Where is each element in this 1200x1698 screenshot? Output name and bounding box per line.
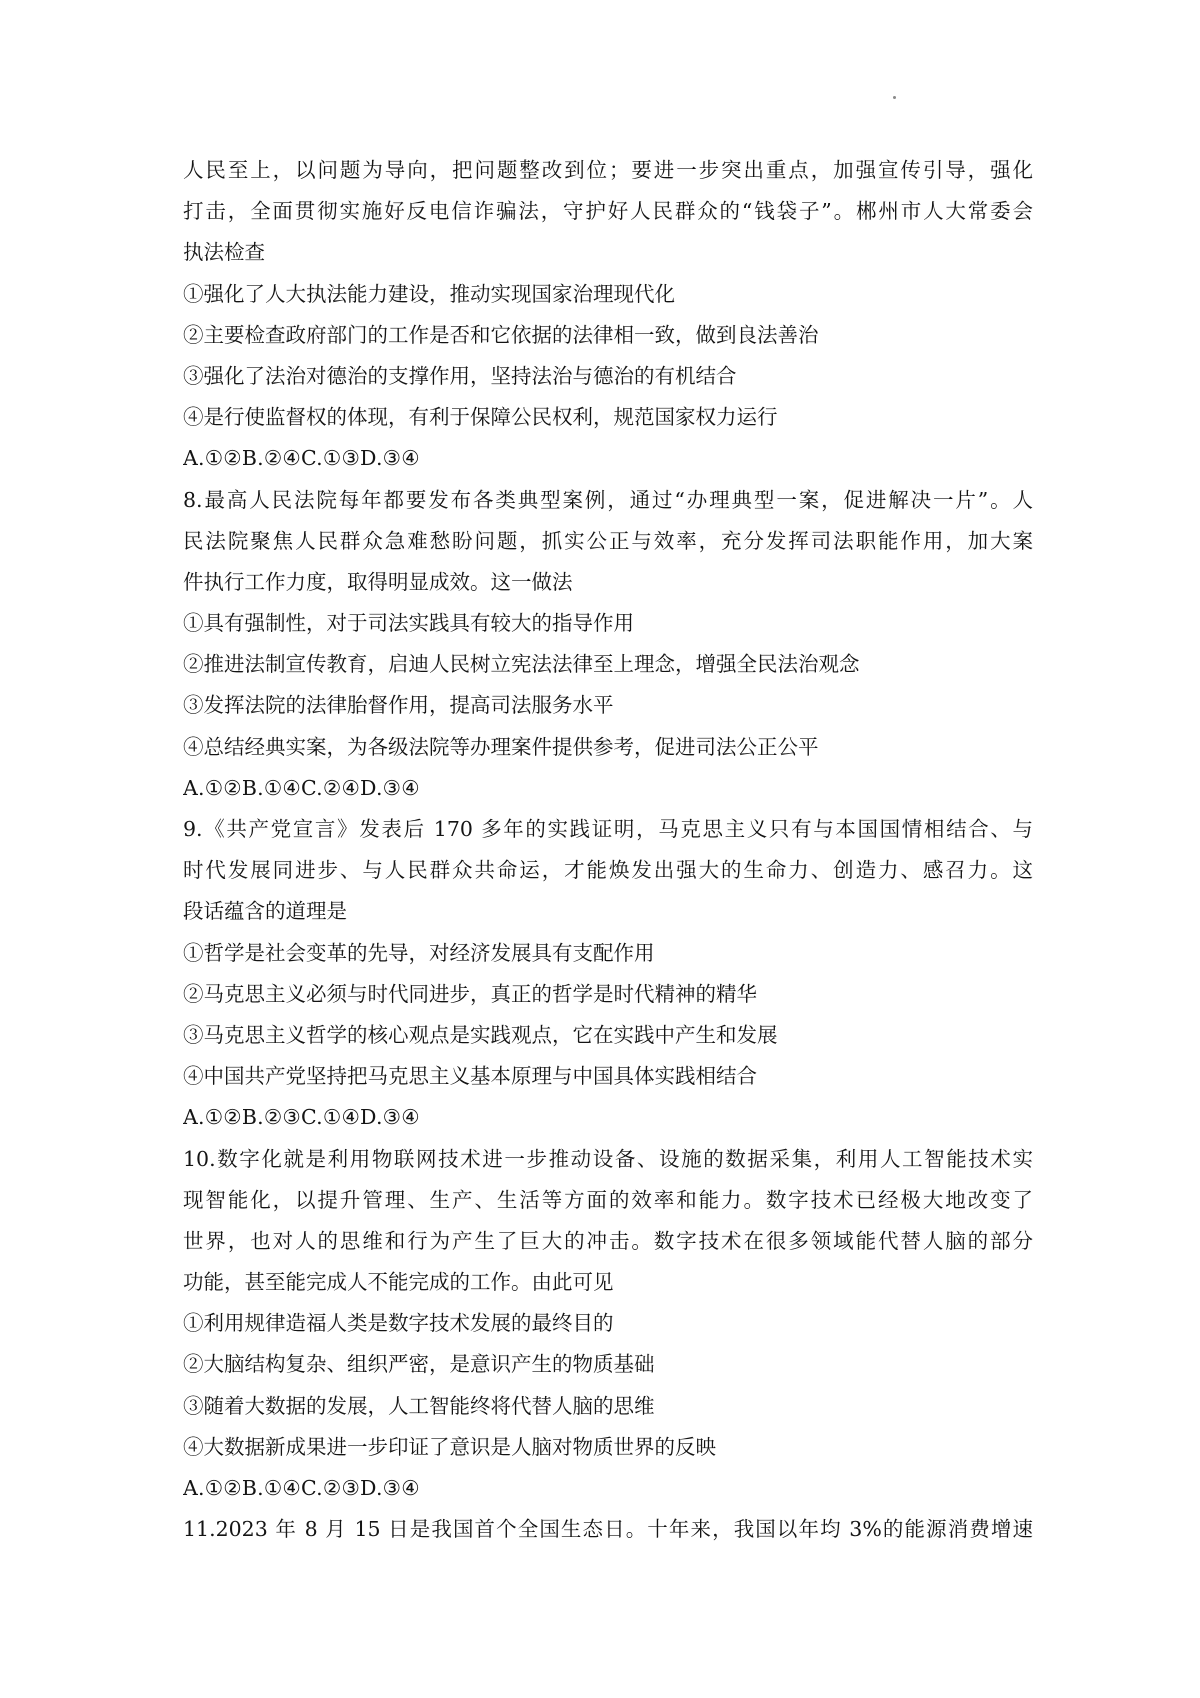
stem-line: 打击，全面贯彻实施好反电信诈骗法，守护好人民群众的“钱袋子”。郴州市人大常委会 <box>183 199 1033 224</box>
stem-line: 11.2023 年 8 月 15 日是我国首个全国生态日。十年来，我国以年均 3%的能源消费增速 <box>183 1517 1033 1542</box>
stem-line: 人民至上，以问题为导向，把问题整改到位；要进一步突出重点，加强宣传引导，强化 <box>183 158 1033 182</box>
option-4: ④是行使监督权的体现，有利于保障公民权利，规范国家权力运行 <box>183 405 778 430</box>
option-1: ①具有强制性，对于司法实践具有较大的指导作用 <box>183 611 634 636</box>
option-2: ②推进法制宣传教育，启迪人民树立宪法法律至上理念，增强全民法治观念 <box>183 652 860 677</box>
answer-choices: A.①②B.①④C.②④D.③④ <box>183 775 420 800</box>
answer-choices: A.①②B.①④C.②③D.③④ <box>183 1476 420 1500</box>
answer-choices: A.①②B.②④C.①③D.③④ <box>183 446 420 471</box>
question-10 <box>183 1139 1033 1510</box>
question-9 <box>183 809 1033 1139</box>
option-1: ①强化了人大执法能力建设，推动实现国家治理现代化 <box>183 281 675 306</box>
stem-line: 民法院聚焦人民群众急难愁盼问题，抓实公正与效率，充分发挥司法职能作用，加大案 <box>183 528 1033 553</box>
option-3: ③发挥法院的法律胎督作用，提高司法服务水平 <box>183 693 614 718</box>
stem-line: 10.数字化就是利用物联网技术进一步推动设备、设施的数据采集，利用人工智能技术实 <box>183 1146 1033 1171</box>
stem-line: 世界，也对人的思维和行为产生了巨大的冲击。数字技术在很多领域能代替人脑的部分 <box>183 1228 1033 1253</box>
exam-text <box>183 150 1033 1550</box>
stem-line: 段话蕴含的道理是 <box>183 899 347 924</box>
option-1: ①利用规律造福人类是数字技术发展的最终目的 <box>183 1311 614 1336</box>
stem-line: 件执行工作力度，取得明显成效。这一做法 <box>183 569 573 594</box>
answer-choices: A.①②B.②③C.①④D.③④ <box>183 1105 420 1130</box>
stem-line: 功能，甚至能完成人不能完成的工作。由此可见 <box>183 1270 614 1295</box>
option-2: ②主要检查政府部门的工作是否和它依据的法律相一致，做到良法善治 <box>183 322 819 347</box>
option-4: ④中国共产党坚持把马克思主义基本原理与中国具体实践相结合 <box>183 1064 757 1089</box>
option-2: ②大脑结构复杂、组织严密，是意识产生的物质基础 <box>183 1352 655 1377</box>
option-4: ④大数据新成果进一步印证了意识是人脑对物质世界的反映 <box>183 1434 716 1459</box>
stem-line: 执法检查 <box>183 240 265 265</box>
option-2: ②马克思主义必须与时代同进步，真正的哲学是时代精神的精华 <box>183 981 757 1006</box>
question-7-continuation <box>183 150 1033 480</box>
option-3: ③随着大数据的发展，人工智能终将代替人脑的思维 <box>183 1393 655 1418</box>
option-1: ①哲学是社会变革的先导，对经济发展具有支配作用 <box>183 940 655 965</box>
stem-line: 现智能化，以提升管理、生产、生活等方面的效率和能力。数字技术已经极大地改变了 <box>183 1187 1033 1212</box>
option-4: ④总结经典实案，为各级法院等办理案件提供参考，促进司法公正公平 <box>183 734 819 759</box>
stem-line: 9.《共产党宣言》发表后 170 多年的实践证明，马克思主义只有与本国国情相结合、与 <box>183 817 1033 841</box>
stem-line: 时代发展同进步、与人民群众共命运，才能焕发出强大的生命力、创造力、感召力。这 <box>183 858 1033 883</box>
question-11 <box>183 1509 1033 1550</box>
option-3: ③强化了法治对德治的支撑作用，坚持法治与德治的有机结合 <box>183 363 737 388</box>
stem-line: 8.最高人民法院每年都要发布各类典型案例，通过“办理典型一案，促进解决一片”。人 <box>183 487 1033 512</box>
scan-dot <box>893 96 896 99</box>
option-3: ③马克思主义哲学的核心观点是实践观点，它在实践中产生和发展 <box>183 1022 778 1047</box>
question-8 <box>183 480 1033 810</box>
